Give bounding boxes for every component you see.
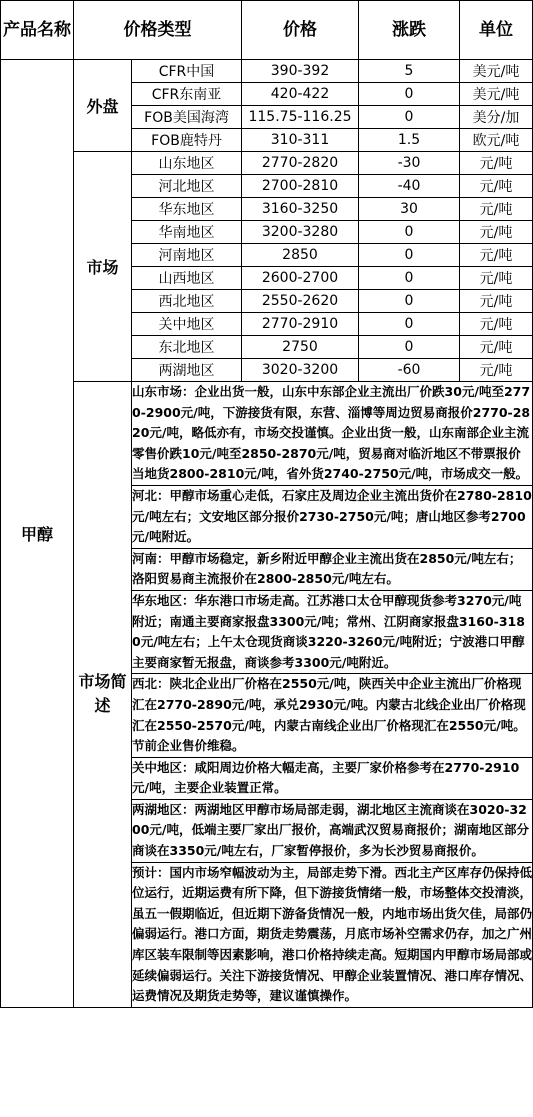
region-cell: 华东地区 — [132, 198, 242, 221]
change-cell: 1.5 — [359, 129, 460, 152]
commentary-hebei: 河北：甲醇市场重心走低，石家庄及周边企业主流出货价在2780-2810元/吨左右；文安地区部分报价2730-2750元/吨；唐山地区参考2700元/吨附近。 — [132, 485, 533, 548]
header-row — [1, 1, 533, 60]
price-cell: 420-422 — [242, 83, 359, 106]
group-label-market: 市场 — [74, 152, 132, 382]
table-row — [1, 60, 533, 83]
region-cell: CFR中国 — [132, 60, 242, 83]
commentary-row — [1, 382, 533, 486]
change-cell: 0 — [359, 83, 460, 106]
region-cell: 西北地区 — [132, 290, 242, 313]
unit-cell: 元/吨 — [460, 198, 533, 221]
commentary-shandong: 山东市场：企业出货一般，山东中东部企业主流出厂价跌30元/吨至2770-2900元/吨，下游接货有限，东营、淄博等周边贸易商报价2770-2820元/吨，略低亦有，市场交投谨慎。企业出货一般，山东南部企业主流零售价跌10元/吨至2850-2870元/吨，贸易商对临沂地区不带票报价当地货2800-2810元/吨，省外货2740-2750元/吨，市场成交一般。 — [132, 382, 533, 486]
price-cell: 3020-3200 — [242, 359, 359, 382]
commentary-lianghu: 两湖地区：两湖地区甲醇市场局部走弱，湖北地区主流商谈在3020-3200元/吨，低端主要厂家出厂报价，高端武汉贸易商报价；湖南地区部分商谈在3350元/吨左右，厂家暂停报价，多为长沙贸易商报价。 — [132, 799, 533, 862]
change-cell: 0 — [359, 221, 460, 244]
table-row — [1, 152, 533, 175]
commentary-henan: 河南：甲醇市场稳定，新乡附近甲醇企业主流出货在2850元/吨左右；洛阳贸易商主流报价在2800-2850元/吨左右。 — [132, 548, 533, 590]
region-cell: 河北地区 — [132, 175, 242, 198]
change-cell: 30 — [359, 198, 460, 221]
header-unit: 单位 — [460, 1, 533, 60]
commentary-guanzhong: 关中地区：咸阳周边价格大幅走高，主要厂家价格参考在2770-2910元/吨，主要企业装置正常。 — [132, 757, 533, 799]
unit-cell: 元/吨 — [460, 221, 533, 244]
unit-cell: 元/吨 — [460, 244, 533, 267]
change-cell: 0 — [359, 290, 460, 313]
price-cell: 2700-2810 — [242, 175, 359, 198]
commentary-northwest: 西北：陕北企业出厂价格在2550元/吨，陕西关中企业主流出厂价格现汇在2770-2890元/吨，承兑2930元/吨。内蒙古北线企业出厂价格现汇在2550-2570元/吨，内蒙古南线企业出厂价格现汇在2550元/吨。节前企业售价维稳。 — [132, 674, 533, 757]
region-cell: 两湖地区 — [132, 359, 242, 382]
price-cell: 2550-2620 — [242, 290, 359, 313]
region-cell: CFR东南亚 — [132, 83, 242, 106]
price-cell: 2600-2700 — [242, 267, 359, 290]
price-cell: 390-392 — [242, 60, 359, 83]
change-cell: 0 — [359, 244, 460, 267]
price-cell: 2750 — [242, 336, 359, 359]
region-cell: FOB美国海湾 — [132, 106, 242, 129]
price-cell: 115.75-116.25 — [242, 106, 359, 129]
change-cell: -60 — [359, 359, 460, 382]
unit-cell: 美分/加 — [460, 106, 533, 129]
change-cell: -30 — [359, 152, 460, 175]
region-cell: 山西地区 — [132, 267, 242, 290]
price-cell: 310-311 — [242, 129, 359, 152]
unit-cell: 元/吨 — [460, 336, 533, 359]
region-cell: 关中地区 — [132, 313, 242, 336]
commentary-east-china: 华东地区：华东港口市场走高。江苏港口太仓甲醇现货参考3270元/吨附近；南通主要商家报盘3300元/吨；常州、江阴商家报盘3160-3180元/吨左右；上午太仓现货商谈3220-3260元/吨附近；宁波港口甲醇主要商家暂无报盘，商谈参考3300元/吨附近。 — [132, 590, 533, 673]
region-cell: 华南地区 — [132, 221, 242, 244]
product-name: 甲醇 — [1, 60, 74, 1008]
unit-cell: 元/吨 — [460, 152, 533, 175]
change-cell: 0 — [359, 336, 460, 359]
change-cell: 0 — [359, 106, 460, 129]
header-price-type: 价格类型 — [74, 1, 242, 60]
change-cell: -40 — [359, 175, 460, 198]
price-cell: 3200-3280 — [242, 221, 359, 244]
header-change: 涨跌 — [359, 1, 460, 60]
price-cell: 2770-2910 — [242, 313, 359, 336]
region-cell: 河南地区 — [132, 244, 242, 267]
region-cell: 东北地区 — [132, 336, 242, 359]
commentary-label: 市场简述 — [74, 382, 132, 1008]
change-cell: 0 — [359, 313, 460, 336]
unit-cell: 元/吨 — [460, 313, 533, 336]
header-product: 产品名称 — [1, 1, 74, 60]
price-cell: 2770-2820 — [242, 152, 359, 175]
unit-cell: 美元/吨 — [460, 60, 533, 83]
group-label-foreign: 外盘 — [74, 60, 132, 152]
unit-cell: 欧元/吨 — [460, 129, 533, 152]
change-cell: 0 — [359, 267, 460, 290]
unit-cell: 元/吨 — [460, 175, 533, 198]
change-cell: 5 — [359, 60, 460, 83]
unit-cell: 元/吨 — [460, 359, 533, 382]
region-cell: FOB鹿特丹 — [132, 129, 242, 152]
unit-cell: 元/吨 — [460, 290, 533, 313]
unit-cell: 元/吨 — [460, 267, 533, 290]
price-cell: 3160-3250 — [242, 198, 359, 221]
unit-cell: 美元/吨 — [460, 83, 533, 106]
region-cell: 山东地区 — [132, 152, 242, 175]
commentary-forecast: 预计：国内市场窄幅波动为主，局部走势下滑。西北主产区库存仍保持低位运行，近期运费有所下降，但下游接货情绪一般，市场整体交投清淡，虽五一假期临近，但近期下游备货情况一般，内地市场出货欠佳，局部仍偏弱运行。港口方面，期货走势震荡，月底市场补空需求仍存，加之广州库区装车限制等因素影响，港口价格持续走高。短期国内甲醇市场局部或延续偏弱运行。关注下游接货情况、甲醇企业装置情况、港口库存情况、运费情况及期货走势等，建议谨慎操作。 — [132, 862, 533, 1007]
header-price: 价格 — [242, 1, 359, 60]
price-cell: 2850 — [242, 244, 359, 267]
